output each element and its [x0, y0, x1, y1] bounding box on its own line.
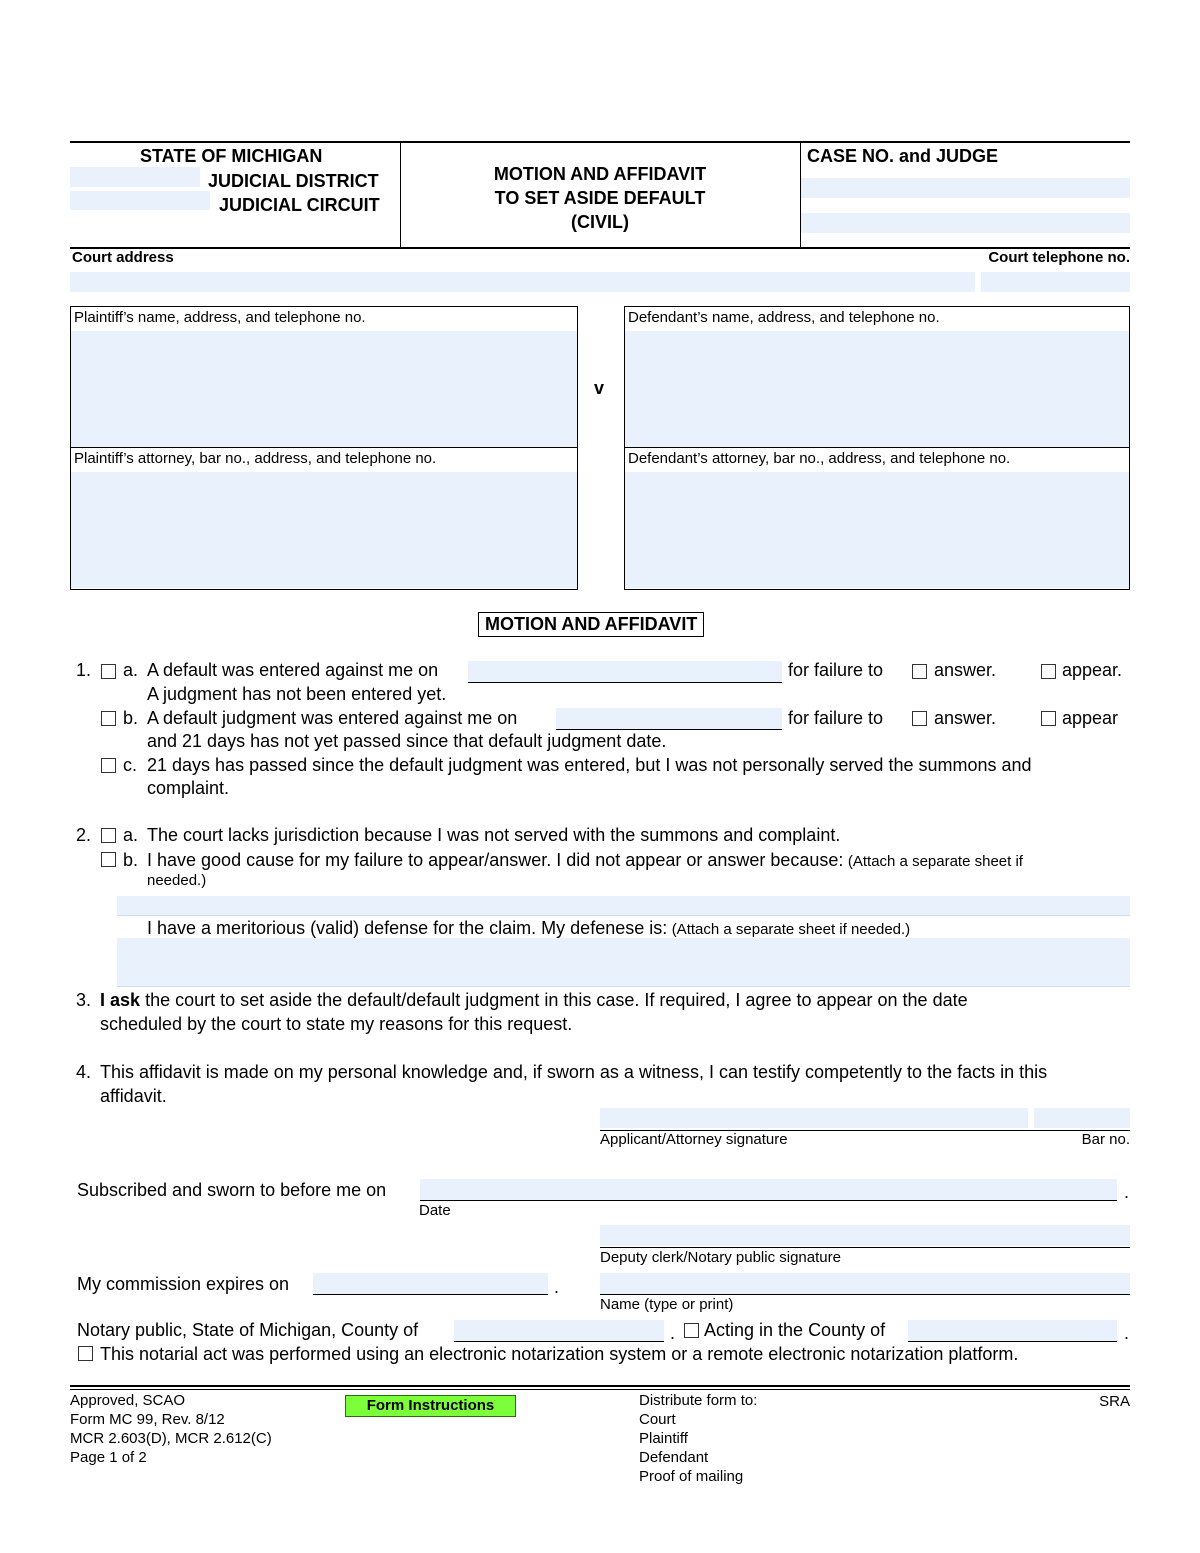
- item-3-bold: I ask: [100, 990, 141, 1010]
- footer-info: [70, 1391, 272, 1467]
- form-instructions-button[interactable]: Form Instructions: [345, 1395, 516, 1417]
- commission-period: .: [554, 1277, 560, 1297]
- item-2-number: 2.: [76, 825, 92, 845]
- distribute-plaintiff: Plaintiff: [639, 1430, 688, 1447]
- item-2b-reason-field[interactable]: [117, 896, 1130, 916]
- form-title-line-2: TO SET ASIDE DEFAULT: [494, 188, 706, 208]
- plaintiff-label: Plaintiff’s name, address, and telephone no.: [74, 309, 366, 326]
- item-3-text-2: scheduled by the court to state my reasons for this request.: [100, 1014, 573, 1034]
- item-2-defense-note: (Attach a separate sheet if needed.): [671, 921, 911, 938]
- distribute-defendant: Defendant: [639, 1449, 709, 1466]
- circuit-field[interactable]: [70, 191, 210, 210]
- item-4-text: This affidavit is made on my personal knowledge and, if sworn as a witness, I can testify competently to the facts in this: [100, 1062, 1048, 1082]
- footer-rule-2: [70, 1389, 1130, 1390]
- court-address-label: Court address: [72, 249, 174, 266]
- item-2a-checkbox[interactable]: [101, 828, 116, 843]
- applicant-signature-label: Applicant/Attorney signature: [600, 1131, 788, 1148]
- item-1b-text: A default judgment was entered against me on: [147, 708, 518, 728]
- district-field[interactable]: [70, 167, 200, 187]
- notary-county-period: .: [670, 1323, 676, 1343]
- item-1c-checkbox[interactable]: [101, 758, 116, 773]
- item-2-defense-line: [147, 918, 910, 939]
- bar-no-label: Bar no.: [1081, 1131, 1130, 1148]
- state-label: STATE OF MICHIGAN: [140, 146, 323, 166]
- acting-county-label: Acting in the County of: [704, 1320, 886, 1340]
- versus-label: v: [594, 378, 605, 398]
- form-title: [400, 162, 800, 234]
- commission-label: My commission expires on: [77, 1274, 290, 1294]
- item-1b-failure-label: for failure to: [788, 708, 884, 728]
- item-1c-text-2: complaint.: [147, 778, 230, 798]
- item-1b-date-field[interactable]: [556, 708, 782, 730]
- date-label: Date: [419, 1202, 451, 1219]
- notary-county-field[interactable]: [454, 1320, 664, 1342]
- item-1a-date-field[interactable]: [468, 661, 782, 683]
- item-3-line: [100, 990, 968, 1011]
- distribute-court: Court: [639, 1411, 676, 1428]
- item-1c-text: 21 days has passed since the default judgment was entered, but I was not personally served the summons and: [147, 755, 1032, 775]
- item-1b-appear-label: appear: [1062, 708, 1119, 728]
- item-1a-letter: a.: [123, 660, 139, 680]
- footer-form-number: Form MC 99, Rev. 8/12: [70, 1411, 225, 1428]
- item-1b-letter: b.: [123, 708, 139, 728]
- sworn-date-field[interactable]: [420, 1179, 1117, 1201]
- item-2b-letter: b.: [123, 850, 139, 870]
- defendant-label: Defendant’s name, address, and telephone no.: [628, 309, 940, 326]
- applicant-signature-field[interactable]: [600, 1108, 1028, 1128]
- defendant-divider: [625, 447, 1129, 448]
- acting-county-checkbox[interactable]: [684, 1323, 699, 1338]
- plaintiff-box: [70, 306, 578, 590]
- item-3-number: 3.: [76, 990, 92, 1010]
- commission-date-field[interactable]: [313, 1273, 548, 1295]
- electronic-notarization-checkbox[interactable]: [78, 1346, 93, 1361]
- item-2-defense-text: I have a meritorious (valid) defense for the claim. My defenese is:: [147, 918, 668, 938]
- item-1b-appear-checkbox[interactable]: [1041, 711, 1056, 726]
- case-no-label: CASE NO. and JUDGE: [807, 146, 999, 166]
- item-1a-answer-checkbox[interactable]: [912, 664, 927, 679]
- item-3-text: the court to set aside the default/default judgment in this case. If required, I agree to appear on the date: [145, 990, 968, 1010]
- plaintiff-attorney-label: Plaintiff’s attorney, bar no., address, and telephone no.: [74, 450, 437, 467]
- section-title: MOTION AND AFFIDAVIT: [478, 612, 704, 637]
- item-1a-checkbox[interactable]: [101, 664, 116, 679]
- item-1a-appear-label: appear.: [1062, 660, 1123, 680]
- item-1b-answer-checkbox[interactable]: [912, 711, 927, 726]
- plaintiff-divider: [71, 447, 577, 448]
- footer-mcr: MCR 2.603(D), MCR 2.612(C): [70, 1430, 272, 1447]
- item-2b-text: I have good cause for my failure to appear/answer. I did not appear or answer because:: [147, 850, 844, 870]
- defendant-field[interactable]: [625, 331, 1129, 447]
- deputy-signature-line: [600, 1247, 1130, 1248]
- judge-field[interactable]: [801, 213, 1130, 233]
- deputy-signature-field[interactable]: [600, 1225, 1130, 1246]
- electronic-notarization-label: This notarial act was performed using an electronic notarization system or a remote electronic notarization platform.: [100, 1344, 1019, 1364]
- bar-no-field[interactable]: [1034, 1108, 1130, 1128]
- sworn-label: Subscribed and sworn to before me on: [77, 1180, 387, 1200]
- footer-page: Page 1 of 2: [70, 1449, 147, 1466]
- footer-rule-1: [70, 1385, 1130, 1387]
- defendant-box: [624, 306, 1130, 590]
- item-1a-text: A default was entered against me on: [147, 660, 439, 680]
- item-4-text-2: affidavit.: [100, 1086, 167, 1106]
- header-top-rule: [70, 141, 1130, 143]
- plaintiff-field[interactable]: [71, 331, 577, 447]
- item-1a-failure-label: for failure to: [788, 660, 884, 680]
- court-phone-field[interactable]: [981, 272, 1130, 292]
- item-2a-text: The court lacks jurisdiction because I was not served with the summons and complaint.: [147, 825, 841, 845]
- item-2-defense-field[interactable]: [117, 938, 1130, 987]
- distribute-proof: Proof of mailing: [639, 1468, 744, 1485]
- district-label: JUDICIAL DISTRICT: [208, 171, 379, 191]
- notary-name-field[interactable]: [600, 1273, 1130, 1295]
- item-1b-checkbox[interactable]: [101, 711, 116, 726]
- item-1a-appear-checkbox[interactable]: [1041, 664, 1056, 679]
- form-title-line-1: MOTION AND AFFIDAVIT: [493, 164, 707, 184]
- case-no-field[interactable]: [801, 178, 1130, 198]
- item-1-number: 1.: [76, 660, 92, 680]
- item-1a-text-2: A judgment has not been entered yet.: [147, 684, 447, 704]
- notary-county-label: Notary public, State of Michigan, County of: [77, 1320, 419, 1340]
- court-phone-label: Court telephone no.: [988, 249, 1130, 266]
- item-2b-note-2: needed.): [147, 872, 207, 889]
- sra-label: SRA: [1099, 1393, 1130, 1410]
- footer-approved: Approved, SCAO: [70, 1392, 186, 1409]
- item-2b-note: (Attach a separate sheet if: [847, 853, 1023, 870]
- item-1c-letter: c.: [123, 755, 138, 775]
- distribute-label: Distribute form to:: [639, 1392, 758, 1409]
- plaintiff-attorney-field[interactable]: [71, 472, 577, 588]
- acting-county-field[interactable]: [908, 1320, 1117, 1342]
- distribute-list: [639, 1391, 757, 1486]
- item-2b-checkbox[interactable]: [101, 852, 116, 867]
- acting-county-period: .: [1124, 1323, 1130, 1343]
- item-2b-line: [147, 850, 1023, 871]
- deputy-signature-label: Deputy clerk/Notary public signature: [600, 1249, 841, 1266]
- item-1b-answer-label: answer.: [934, 708, 997, 728]
- item-1a-answer-label: answer.: [934, 660, 997, 680]
- form-title-line-3: (CIVIL): [571, 212, 629, 232]
- circuit-label: JUDICIAL CIRCUIT: [219, 195, 380, 215]
- item-2a-letter: a.: [123, 825, 139, 845]
- item-4-number: 4.: [76, 1062, 92, 1082]
- sworn-period: .: [1124, 1182, 1130, 1202]
- item-1b-text-2: and 21 days has not yet passed since that default judgment date.: [147, 731, 667, 751]
- defendant-attorney-label: Defendant’s attorney, bar no., address, and telephone no.: [628, 450, 1011, 467]
- court-address-field[interactable]: [70, 272, 975, 292]
- defendant-attorney-field[interactable]: [625, 472, 1129, 588]
- notary-name-label: Name (type or print): [600, 1296, 734, 1313]
